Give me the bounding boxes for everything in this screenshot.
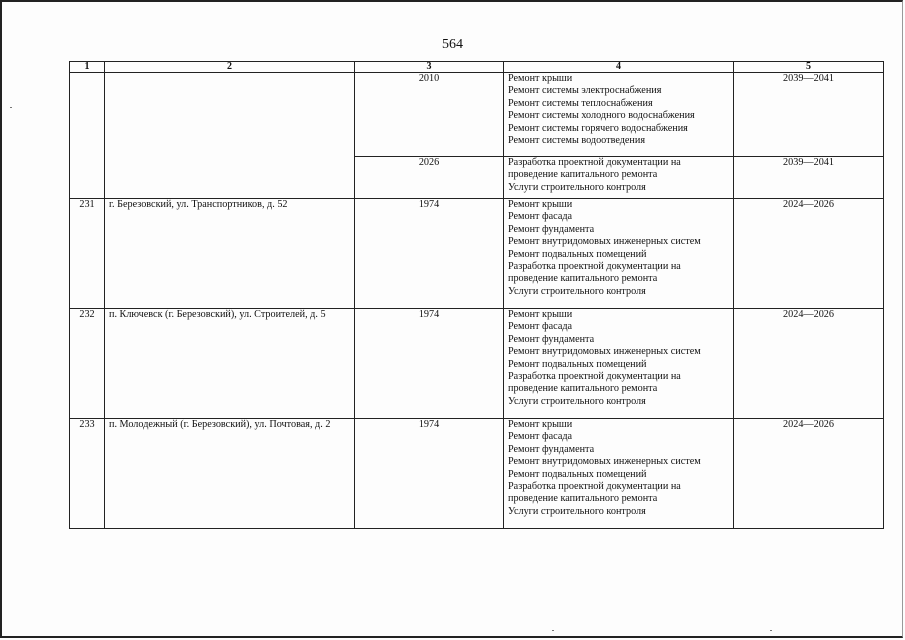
work-item: Разработка проектной документации на: [508, 371, 681, 383]
period-cell: 2024—2026: [734, 199, 884, 309]
address-cell: п. Молодежный (г. Березовский), ул. Почтовая, д. 2: [105, 419, 355, 529]
work-item: Ремонт системы водоотведения: [508, 135, 646, 147]
period-cell: 2039—2041: [734, 157, 884, 199]
header-row: [70, 62, 884, 73]
work-item: Ремонт крыши: [508, 199, 573, 210]
table-row: [70, 309, 884, 419]
works-cell: [504, 157, 734, 199]
header-col-4: 4: [504, 62, 734, 73]
work-item: Ремонт крыши: [508, 419, 573, 430]
work-item: Ремонт крыши: [508, 73, 573, 84]
work-item: Ремонт фасада: [508, 321, 573, 333]
table-body: [70, 73, 884, 529]
table-row: [70, 73, 884, 157]
address-cell: п. Ключевск (г. Березовский), ул. Строителей, д. 5: [105, 309, 355, 419]
year-cell: 1974: [355, 309, 504, 419]
work-item: Ремонт системы холодного водоснабжения: [508, 110, 695, 122]
work-item: Ремонт крыши: [508, 309, 573, 320]
work-item: проведение капитального ремонта: [508, 383, 658, 395]
work-item: проведение капитального ремонта: [508, 493, 658, 505]
works-cell: [504, 419, 734, 529]
work-item: Ремонт фасада: [508, 211, 573, 223]
scan-speck: [552, 630, 554, 631]
work-item: Разработка проектной документации на: [508, 481, 681, 493]
address-cell: г. Березовский, ул. Транспортников, д. 52: [105, 199, 355, 309]
row-number-cell: 233: [70, 419, 105, 529]
work-item: Ремонт подвальных помещений: [508, 468, 647, 480]
work-item: Ремонт внутридомовых инженерных систем: [508, 346, 701, 358]
work-item: Услуги строительного контроля: [508, 395, 646, 407]
work-item: проведение капитального ремонта: [508, 169, 658, 181]
page-number: 564: [442, 37, 463, 52]
work-item: Услуги строительного контроля: [508, 285, 646, 297]
period-cell: 2024—2026: [734, 419, 884, 529]
works-cell: [504, 73, 734, 157]
works-cell: [504, 309, 734, 419]
scan-speck: [770, 630, 772, 631]
period-cell: 2024—2026: [734, 309, 884, 419]
works-cell: [504, 199, 734, 309]
year-cell: 2010: [355, 73, 504, 157]
work-item: Услуги строительного контроля: [508, 181, 646, 193]
year-cell: 1974: [355, 419, 504, 529]
header-col-1: 1: [70, 62, 105, 73]
work-item: Ремонт подвальных помещений: [508, 248, 647, 260]
program-table: [69, 61, 884, 529]
row-number-cell: 232: [70, 309, 105, 419]
work-item: Ремонт фундамента: [508, 223, 595, 235]
work-item: Разработка проектной документации на: [508, 157, 681, 168]
header-col-3: 3: [355, 62, 504, 73]
header-col-2: 2: [105, 62, 355, 73]
period-cell: 2039—2041: [734, 73, 884, 157]
table-row: [70, 419, 884, 529]
work-item: Ремонт системы горячего водоснабжения: [508, 122, 688, 134]
work-item: Разработка проектной документации на: [508, 261, 681, 273]
address-cell: [105, 73, 355, 199]
work-item: Ремонт системы теплоснабжения: [508, 97, 653, 109]
work-item: Ремонт фасада: [508, 431, 573, 443]
row-number-cell: 231: [70, 199, 105, 309]
work-item: Ремонт внутридомовых инженерных систем: [508, 236, 701, 248]
work-item: Ремонт системы электроснабжения: [508, 85, 662, 97]
work-item: Услуги строительного контроля: [508, 505, 646, 517]
year-cell: 1974: [355, 199, 504, 309]
scan-speck: [10, 107, 12, 108]
table-header: [70, 62, 884, 73]
table-row: [70, 199, 884, 309]
work-item: Ремонт фундамента: [508, 443, 595, 455]
row-number-cell: [70, 73, 105, 199]
work-item: проведение капитального ремонта: [508, 273, 658, 285]
header-col-5: 5: [734, 62, 884, 73]
work-item: Ремонт фундамента: [508, 333, 595, 345]
work-item: Ремонт внутридомовых инженерных систем: [508, 456, 701, 468]
year-cell: 2026: [355, 157, 504, 199]
work-item: Ремонт подвальных помещений: [508, 358, 647, 370]
